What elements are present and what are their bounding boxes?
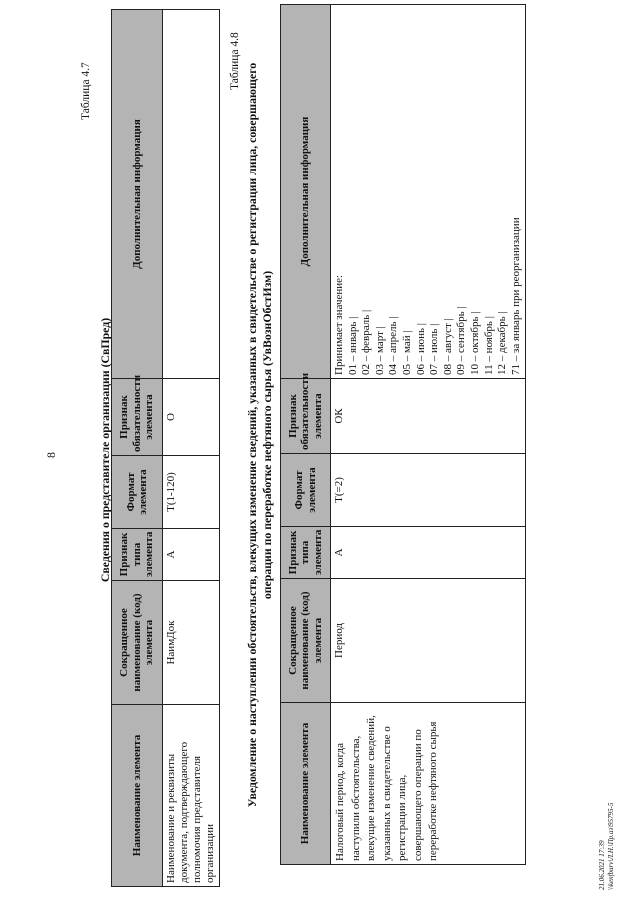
table-4-7-header-row	[112, 10, 163, 887]
footer-date: 21.06.2021 17:39	[598, 840, 606, 890]
info-value: 11 – ноябрь |	[482, 316, 495, 375]
header-additional-info: Дополнительная информация	[281, 5, 331, 379]
info-intro: Принимает значение:	[333, 274, 345, 375]
cell-element-name: Налоговый период, когда наступили обстоятельства, влекущие изменение сведений, указанных в свидетельстве о регистрации лица, совершающего операции по переработке нефтяного сырья	[331, 703, 526, 865]
table-4-8-header-row	[281, 5, 331, 865]
info-value: 02 – февраль |	[360, 309, 373, 375]
table-4-8-label: Таблица 4.8	[229, 32, 241, 90]
cell-element-code: НаимДок	[163, 581, 220, 705]
header-element-code: Сокращенное наименование (код) элемента	[281, 579, 331, 703]
info-value: 05 – май |	[400, 330, 413, 375]
cell-element-name: Наименование и реквизиты документа, подтверждающего полномочия представителя организации	[163, 705, 220, 887]
cell-element-type: А	[331, 527, 526, 579]
header-element-type: Признак типа элемента	[112, 529, 163, 581]
page-number: 8	[44, 452, 58, 458]
info-value: 04 – апрель |	[387, 316, 400, 375]
header-element-format: Формат элемента	[112, 456, 163, 529]
header-element-type: Признак типа элемента	[281, 527, 331, 579]
info-value: 08 – август |	[441, 318, 454, 375]
info-value: 12 – декабрь |	[496, 311, 509, 375]
info-value: 71 – за январь при реорганизации	[509, 217, 522, 375]
header-additional-info: Дополнительная информация	[112, 10, 163, 379]
cell-element-code: Период	[331, 579, 526, 703]
cell-element-required: ОК	[331, 379, 526, 454]
header-element-required: Признак обязательности элемента	[112, 379, 163, 456]
header-element-required: Признак обязательности элемента	[281, 379, 331, 454]
info-value: 10 – октябрь |	[468, 311, 481, 375]
cell-element-type: А	[163, 529, 220, 581]
header-element-name: Наименование элемента	[281, 703, 331, 865]
header-element-code: Сокращенное наименование (код) элемента	[112, 581, 163, 705]
cell-element-format: Т(1-120)	[163, 456, 220, 529]
table-4-7-label: Таблица 4.7	[80, 62, 92, 120]
header-element-name: Наименование элемента	[112, 705, 163, 887]
info-value: 07 – июль |	[428, 323, 441, 375]
cell-element-format: Т(=2)	[331, 454, 526, 527]
cell-additional-info	[163, 10, 220, 379]
info-value: 09 – сентябрь |	[455, 306, 468, 375]
table-4-8-title-line2: операции по переработке нефтяного сырья (УвВознОбстИзм)	[260, 270, 274, 600]
table-row	[331, 5, 526, 865]
info-value: 01 – январь |	[346, 316, 359, 375]
cell-additional-info	[331, 5, 526, 379]
table-4-7-title: Сведения о представителе организации (СвПред)	[98, 317, 112, 583]
table-4-7	[111, 9, 220, 887]
footer-path: \\kenfburv\Л.Н.\Пр.аз\95795-5	[607, 802, 615, 890]
header-element-format: Формат элемента	[281, 454, 331, 527]
table-row	[163, 10, 220, 887]
info-value: 03 – март |	[373, 326, 386, 375]
table-4-8	[280, 4, 526, 865]
table-4-8-title-line1: Уведомление о наступлении обстоятельств, влекущих изменение сведений, указанных в свидетельстве о регистрации лица, совершающего	[245, 62, 259, 808]
info-value: 06 – июнь |	[414, 323, 427, 375]
cell-element-required: О	[163, 379, 220, 456]
